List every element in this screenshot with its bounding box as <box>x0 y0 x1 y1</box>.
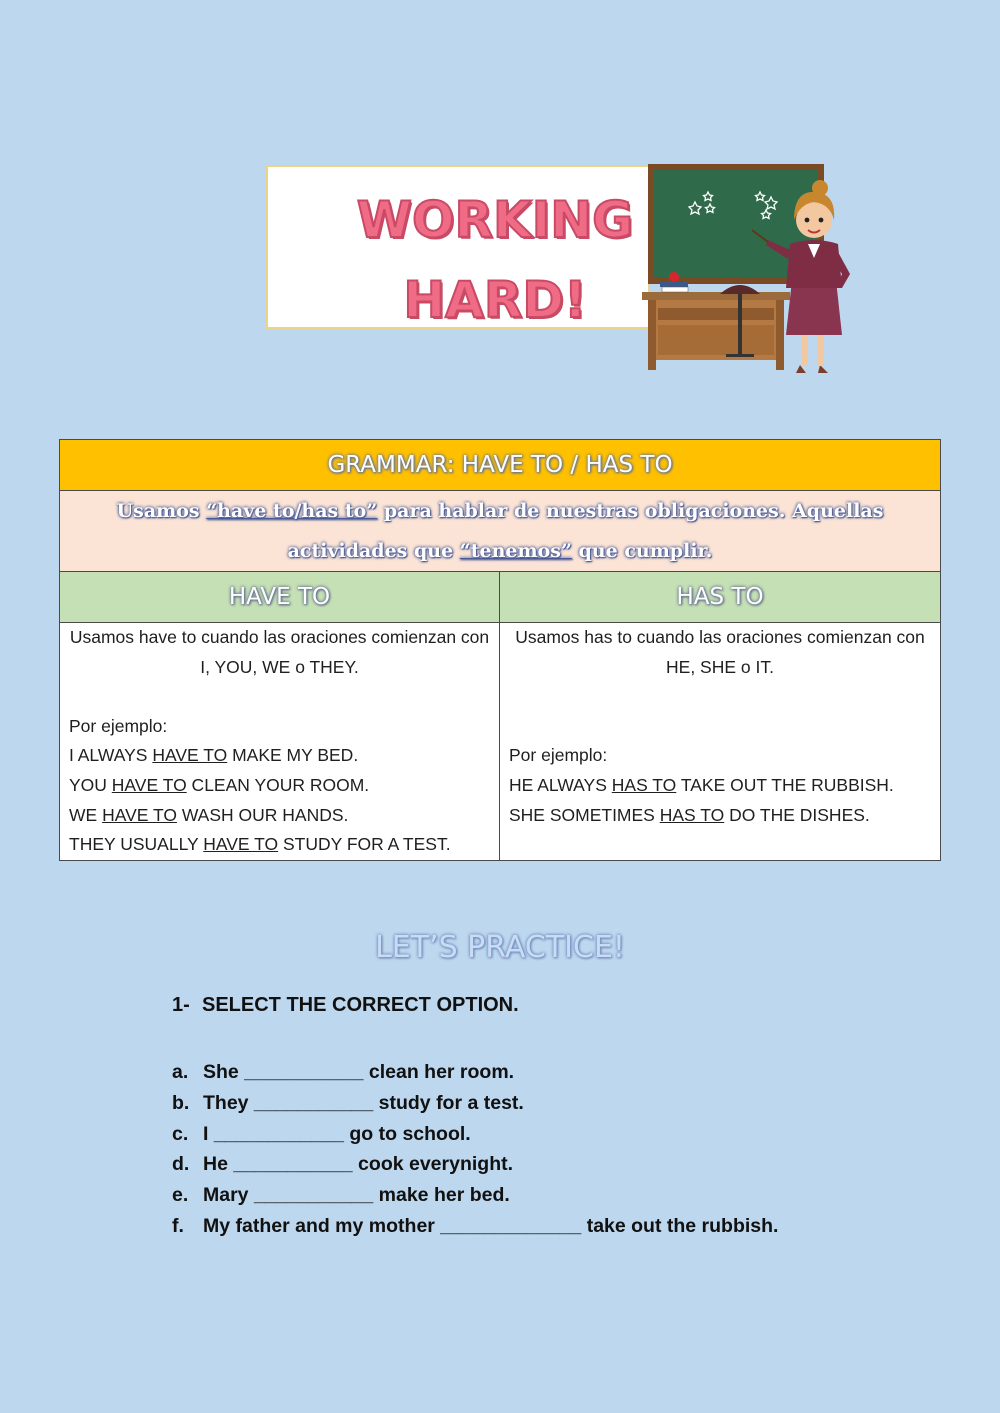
intro-highlight-2: “tenemos” <box>459 540 572 562</box>
question-item[interactable]: c. I ____________ go to school. <box>172 1122 471 1145</box>
question-list <box>172 1057 778 1242</box>
intro-highlight-1: “have to/has to” <box>206 500 378 522</box>
practice-title: LET’S PRACTICE! <box>375 930 625 965</box>
title-line-1: WORKING <box>356 191 634 249</box>
exercise-instruction <box>172 994 519 1017</box>
has-to-example-label: Por ejemplo: <box>509 745 608 766</box>
question-item[interactable]: f. My father and my mother _____________ take out the rubbish. <box>172 1214 779 1237</box>
question-item[interactable]: b. They ___________ study for a test. <box>172 1091 524 1114</box>
have-to-description: Usamos have to cuando las oraciones comienzan con I, YOU, WE o THEY. <box>69 627 490 677</box>
grammar-table <box>59 439 941 861</box>
page-title <box>300 180 690 340</box>
intro-text-1: Usamos <box>116 500 207 522</box>
has-to-example: HE ALWAYS HAS TO TAKE OUT THE RUBBISH. <box>509 774 894 795</box>
have-to-heading: HAVE TO <box>60 572 500 623</box>
have-to-example: I ALWAYS HAVE TO MAKE MY BED. <box>69 745 359 766</box>
has-to-heading: HAS TO <box>500 572 941 623</box>
teacher-chalkboard-illustration <box>640 160 870 375</box>
have-to-example: THEY USUALLY HAVE TO STUDY FOR A TEST. <box>69 834 451 855</box>
question-item[interactable]: e. Mary ___________ make her bed. <box>172 1184 510 1207</box>
question-item[interactable]: a. She ___________ clean her room. <box>172 1061 515 1083</box>
have-to-example-label: Por ejemplo: <box>69 715 168 736</box>
intro-text-2: para hablar de nuestras obligaciones. Aquellas actividades que <box>287 500 884 562</box>
question-item[interactable]: d. He ___________ cook everynight. <box>172 1153 514 1176</box>
has-to-description: Usamos has to cuando las oraciones comienzan con HE, SHE o IT. <box>515 627 925 677</box>
grammar-intro <box>60 491 941 572</box>
have-to-example: YOU HAVE TO CLEAN YOUR ROOM. <box>69 774 370 795</box>
instruction-number: 1- <box>172 994 190 1016</box>
has-to-example: SHE SOMETIMES HAS TO DO THE DISHES. <box>509 804 870 825</box>
intro-text-3: que cumplir. <box>571 540 713 562</box>
have-to-example: WE HAVE TO WASH OUR HANDS. <box>69 804 349 825</box>
title-line-2: HARD! <box>403 271 587 329</box>
grammar-title: GRAMMAR: HAVE TO / HAS TO <box>60 440 941 491</box>
has-to-cell <box>500 623 941 861</box>
instruction-text: SELECT THE CORRECT OPTION. <box>202 994 519 1016</box>
have-to-cell <box>60 623 500 861</box>
